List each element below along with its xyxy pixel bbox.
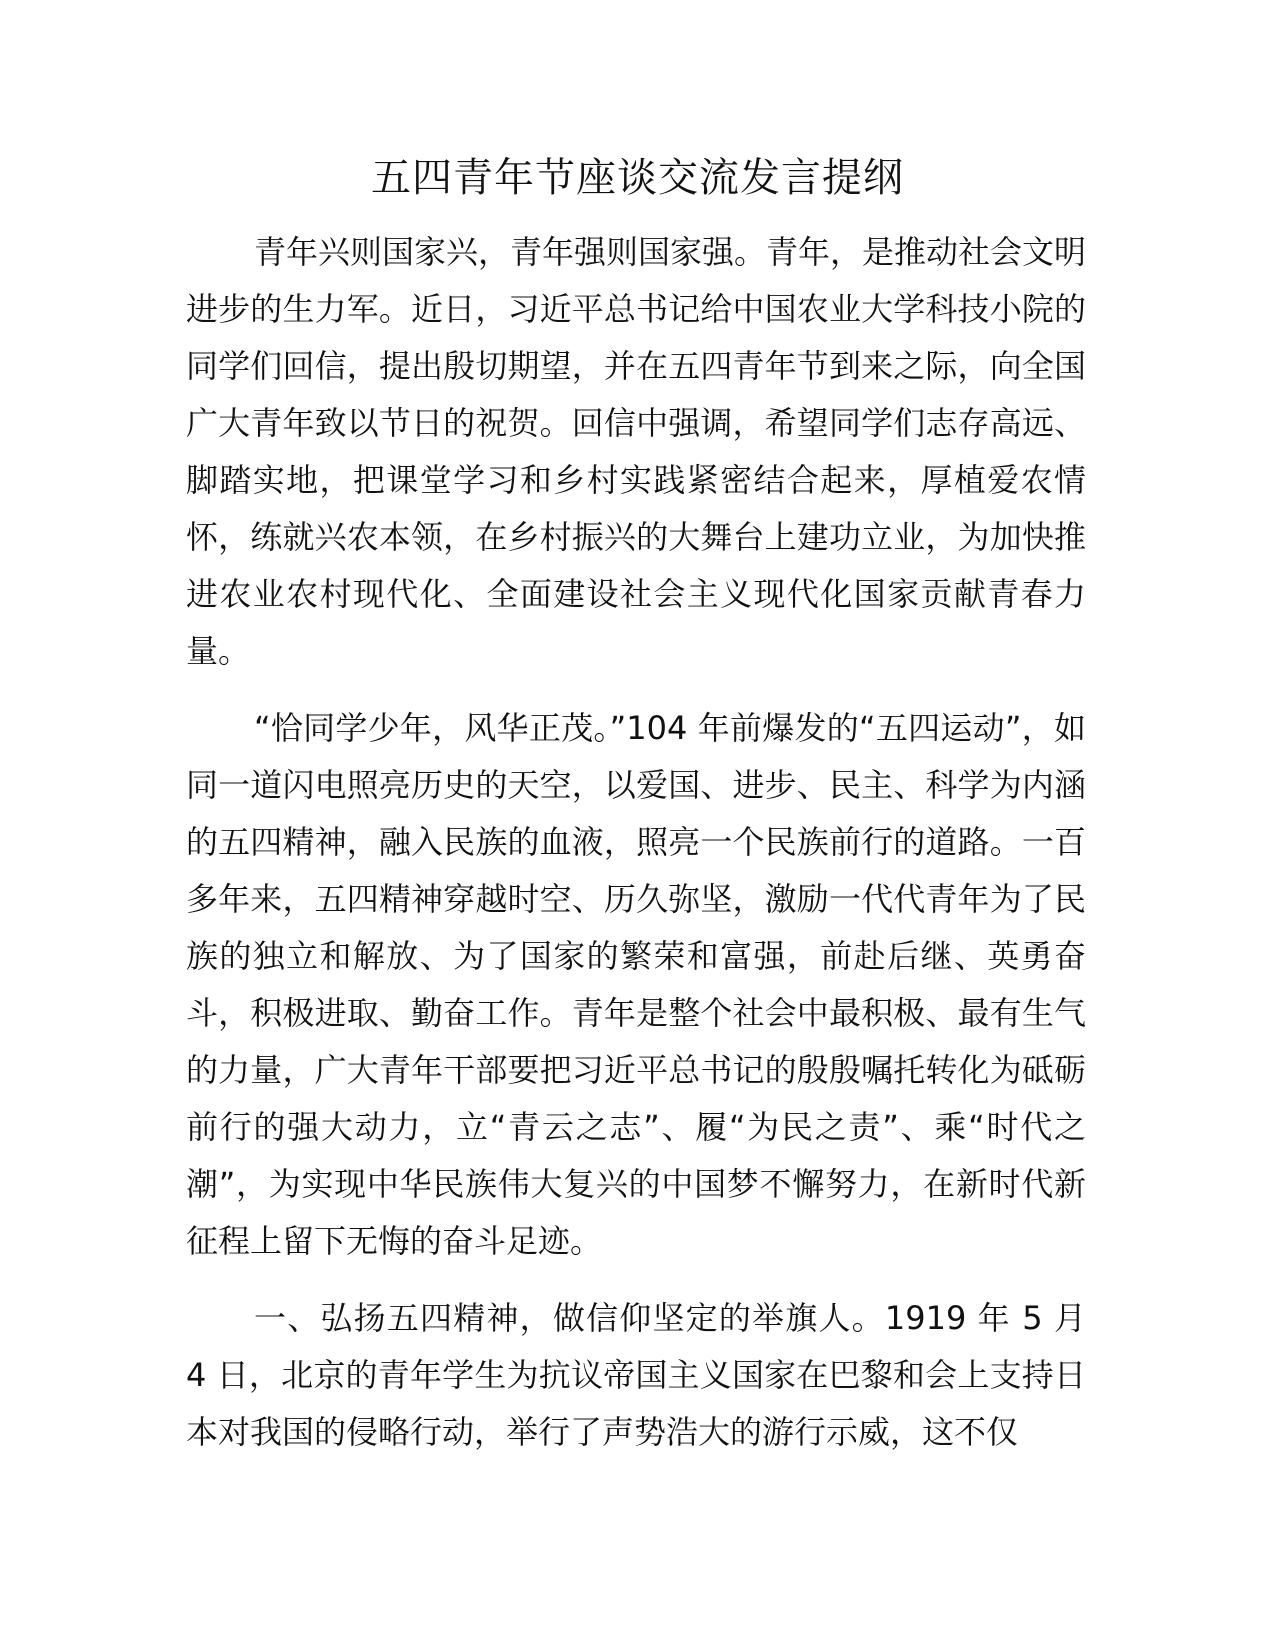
paragraph-section-one: 一、弘扬五四精神，做信仰坚定的举旗人。1919 年 5 月 4 日，北京的青年学生为抗议帝国主义国家在巴黎和会上支持日本对我国的侵略行动，举行了声势浩大的游行示威，这不仅	[186, 1299, 1086, 1451]
document-title: 五四青年节座谈交流发言提纲	[371, 155, 904, 201]
paragraph-intro: 青年兴则国家兴，青年强则国家强。青年，是推动社会文明进步的生力军。近日，习近平总书记给中国农业大学科技小院的同学们回信，提出殷切期望，并在五四青年节到来之际，向全国广大青年致以节日的祝贺。回信中强调，希望同学们志存高远、脚踏实地，把课堂学习和乡村实践紧密结合起来，厚植爱农情怀，练就兴农本领，在乡村振兴的大舞台上建功立业，为加快推进农业农村现代化、全面建设社会主义现代化国家贡献青春力量。	[186, 233, 1087, 670]
paragraph-may-fourth-spirit: “恰同学少年，风华正茂。”104 年前爆发的“五四运动”，如同一道闪电照亮历史的天空，以爱国、进步、民主、科学为内涵的五四精神，融入民族的血液，照亮一个民族前行的道路。一百多年来，五四精神穿越时空、历久弥坚，激励一代代青年为了民族的独立和解放、为了国家的繁荣和富强，前赴后继、英勇奋斗，积极进取、勤奋工作。青年是整个社会中最积极、最有生气的力量，广大青年干部要把习近平总书记的殷殷嘱托转化为砥砺前行的强大动力，立“青云之志”、履“为民之责”、乘“时代之潮”，为实现中华民族伟大复兴的中国梦不懈努力，在新时代新征程上留下无悔的奋斗足迹。	[186, 709, 1086, 1260]
